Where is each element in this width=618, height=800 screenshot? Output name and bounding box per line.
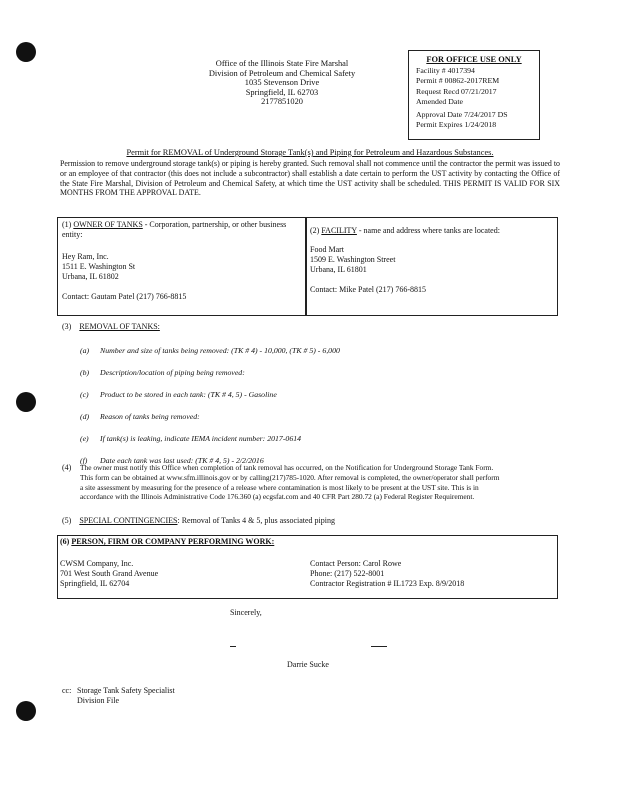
notify-section-number: (4) [62,463,72,472]
notify-line: accordance with the Illinois Administrative Code 176.360 (a) ecgsfat.com and 40 CFR Part 280.72 (a) Federal Register Requirement. [80,492,475,502]
owner-heading: OWNER OF TANKS [73,220,143,229]
contractor-contact-person: Contact Person: Carol Rowe [310,559,402,568]
contractor-street: 701 West South Grand Avenue [60,569,159,578]
contractor-contact-details [310,559,554,589]
facility-heading-line [310,226,554,236]
punch-hole-top [16,42,36,62]
agency-city: Springfield, IL 62703 [245,87,319,97]
owner-street: 1511 E. Washington St [62,262,136,271]
removal-item-text: Product to be stored in each tank: (TK # 4, 5) - Gasoline [100,390,277,399]
removal-item-label: (e) [80,434,89,443]
removal-item-text: If tank(s) is leaking, indicate IEMA incident number: 2017-0614 [100,434,302,443]
facility-heading-note: - name and address where tanks are located: [358,226,500,235]
notify-paragraph [80,463,560,502]
owner-contact: Contact: Gautam Patel (217) 766-8815 [62,292,187,301]
removal-item [80,340,560,362]
contractor-details [60,559,300,589]
contractor-section-number: (6) [60,537,70,546]
removal-item-label: (a) [80,346,90,355]
special-text: : Removal of Tanks 4 & 5, plus associated piping [177,516,335,525]
cc-recipients [77,686,175,706]
permit-title: Permit for REMOVAL of Underground Storage Tank(s) and Piping for Petroleum and Hazardous Substances. [126,148,494,157]
office-use-box [408,50,540,140]
signature-mark-right [371,646,387,647]
removal-item [80,384,560,406]
facility-street: 1509 E. Washington Street [310,255,396,264]
contractor-city: Springfield, IL 62704 [60,579,130,588]
special-heading: SPECIAL CONTINGENCIES [79,516,178,525]
removal-item [80,406,560,428]
owner-section-number: (1) [62,220,72,229]
agency-header [182,59,382,107]
closing-sincerely: Sincerely, [230,608,262,617]
removal-item [80,362,560,384]
permit-number: Permit # 00862-2017REM [416,76,500,86]
owner-details [62,252,302,302]
removal-item-label: (d) [80,412,90,421]
owner-heading-line [62,220,302,240]
special-contingencies-line [62,516,335,526]
closing-signature: Darrie Sucke [287,660,329,669]
facility-name: Food Mart [310,245,344,254]
removal-item-text: Description/location of piping being removed: [100,368,245,377]
removal-heading: REMOVAL OF TANKS: [79,322,160,331]
special-section-number: (5) [62,516,72,525]
facility-section-number: (2) [310,226,320,235]
contractor-name: CWSM Company, Inc. [60,559,134,568]
office-use-title: FOR OFFICE USE ONLY [426,55,522,64]
contractor-phone: Phone: (217) 522-8001 [310,569,385,578]
validity-text: THIS PERMIT IS VALID FOR SIX MONTHS FROM THE APPROVAL DATE. [60,178,560,198]
cc-recipient: Division File [77,696,120,705]
contractor-registration: Contractor Registration # IL1723 Exp. 8/9/2018 [310,579,465,588]
agency-phone: 2177851020 [261,97,303,107]
notify-line: This form can be obtained at www.sfm.illinois.gov or by calling(217)785-1020. After removal is completed, the owner/operator shall perform [80,472,500,482]
facility-heading: FACILITY [321,226,357,235]
removal-items [80,340,560,472]
contractor-heading-line [60,537,274,547]
cc-label: cc: [62,686,72,695]
removal-item [80,428,560,450]
contractor-heading: PERSON, FIRM OR COMPANY PERFORMING WORK: [71,537,275,546]
agency-street: 1035 Stevenson Drive [244,78,320,88]
removal-item-text: Reason of tanks being removed: [100,412,200,421]
amended-date: Amended Date [416,96,463,106]
removal-item-text: Date each tank was last used: (TK # 4, 5) - 2/2/2016 [100,456,264,465]
notify-line: The owner must notify this Office when completion of tank removal has occurred, on the Notification for Underground Storage Tank Form. [80,463,494,472]
removal-item-label: (c) [80,390,89,399]
removal-section-number: (3) [62,322,72,331]
facility-number: Facility # 4017394 [416,66,475,76]
removal-item-text: Number and size of tanks being removed: (TK # 4) - 10,000, (TK # 5) - 6,000 [100,346,340,355]
removal-item-label: (f) [80,456,88,465]
facility-details [310,245,554,295]
owner-heading-note: - Corporation, partnership, or other business entity: [62,220,287,239]
notify-line: a site assessment by measuring for the presence of a release where contamination is most likely to be present at the UST site. This is in [80,482,479,492]
removal-item-label: (b) [80,368,90,377]
approval-date: Approval Date 7/24/2017 DS [416,110,508,120]
removal-heading-line [62,322,160,332]
permission-paragraph [60,159,560,198]
owner-city: Urbana, IL 61802 [62,272,119,281]
agency-office-name: Office of the Illinois State Fire Marshal [215,59,349,68]
permission-text: Permission to remove underground storage tank(s) or piping is hereby granted. Such removal shall not commence until the contractor the permit was issued to or an employee of that contractor (this does not include a subcontractor) shall establish a date certain to perform the UST activity by contacting the Office of the State Fire Marshal, Division of Petroleum and Chemical Safety, at which time the UST activity shall be scheduled. [60,159,560,188]
signature-mark-left [230,646,236,647]
facility-contact: Contact: Mike Patel (217) 766-8815 [310,285,426,294]
punch-hole-middle [16,392,36,412]
punch-hole-bottom [16,701,36,721]
permit-expiration: Permit Expires 1/24/2018 [416,120,497,130]
agency-division-name: Division of Petroleum and Chemical Safety [208,68,356,78]
request-received-date: Request Recd 07/21/2017 [416,86,497,96]
cc-recipient: Storage Tank Safety Specialist [77,686,175,695]
owner-name: Hey Ram, Inc. [62,252,109,261]
facility-city: Urbana, IL 61801 [310,265,367,274]
